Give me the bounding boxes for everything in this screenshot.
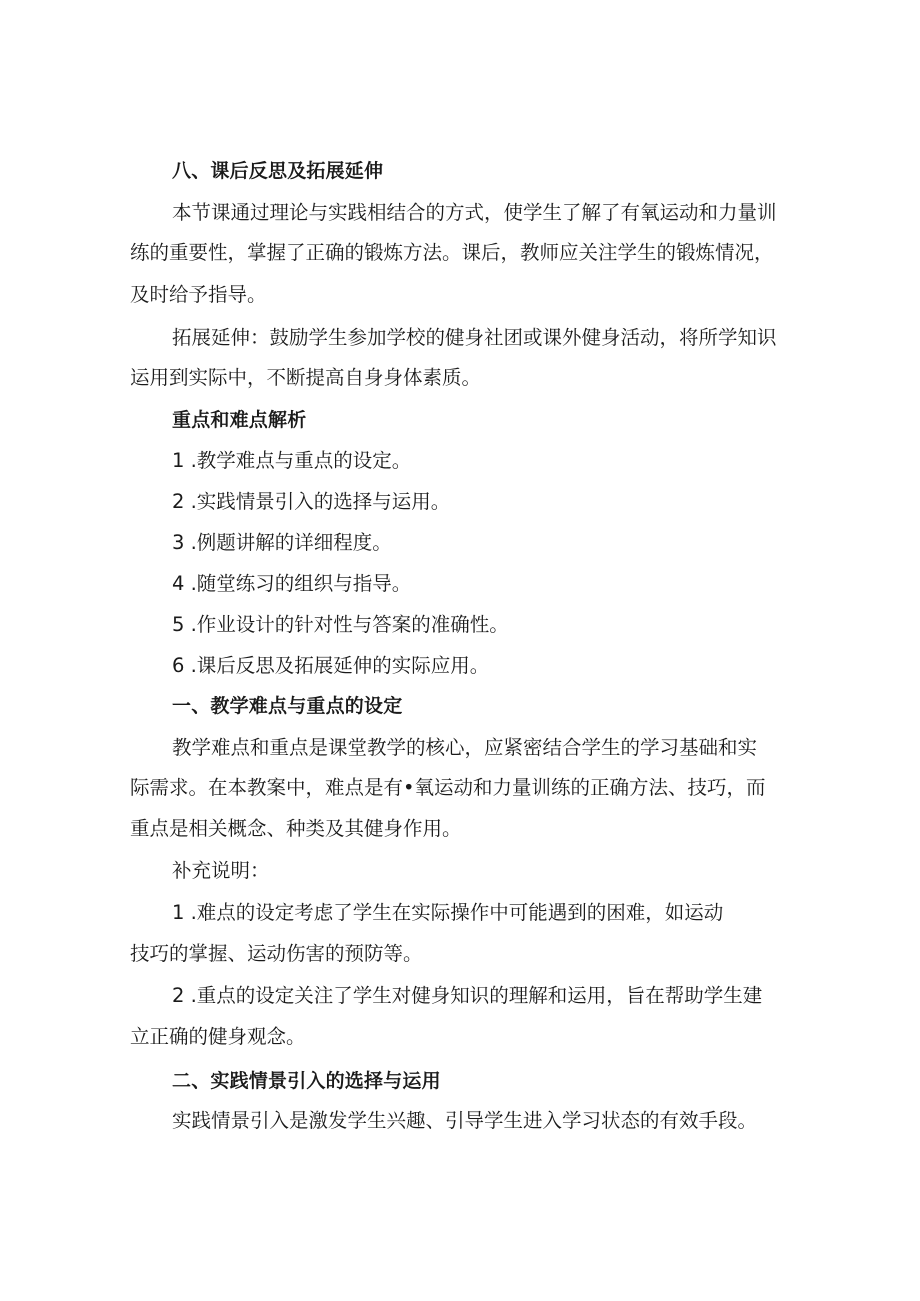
section-heading: 八、课后反思及拓展延伸 — [172, 160, 384, 182]
list-item: 5 .作业设计的针对性与答案的准确性。 — [172, 613, 509, 636]
section-heading: 一、教学难点与重点的设定 — [172, 695, 403, 717]
supplement-label: 补充说明： — [172, 859, 270, 882]
section-heading: 二、实践情景引入的选择与运用 — [172, 1070, 441, 1092]
paragraph-line: 际需求。在本教案中，难点是有•氧运动和力量训练的正确方法、技巧，而 — [130, 776, 766, 799]
list-item: 1 .教学难点与重点的设定。 — [172, 449, 412, 472]
list-item: 3 .例题讲解的详细程度。 — [172, 531, 392, 554]
list-item: 4 .随堂练习的组织与指导。 — [172, 572, 412, 595]
note-line: 2 .重点的设定关注了学生对健身知识的理解和运用，旨在帮助学生建 — [172, 984, 763, 1007]
paragraph-line: 重点是相关概念、种类及其健身作用。 — [130, 817, 462, 840]
note-line: 1 .难点的设定考虑了学生在实际操作中可能遇到的困难，如运动 — [172, 901, 724, 924]
paragraph-line: 教学难点和重点是课堂教学的核心，应紧密结合学生的学习基础和实 — [172, 736, 758, 759]
paragraph-line: 拓展延伸：鼓励学生参加学校的健身社团或课外健身活动，将所学知识 — [172, 326, 777, 349]
paragraph-line: 练的重要性，掌握了正确的锻炼方法。课后，教师应关注学生的锻炼情况， — [130, 241, 774, 264]
list-item: 6 .课后反思及拓展延伸的实际应用。 — [172, 654, 490, 677]
section-heading: 重点和难点解析 — [172, 409, 307, 431]
list-item: 2 .实践情景引入的选择与运用。 — [172, 490, 451, 513]
paragraph-line: 本节课通过理论与实践相结合的方式，使学生了解了有氧运动和力量训 — [172, 201, 777, 224]
note-line: 立正确的健身观念。 — [130, 1025, 306, 1048]
paragraph-line: 实践情景引入是激发学生兴趣、引导学生进入学习状态的有效手段。 — [172, 1109, 758, 1132]
paragraph-line: 及时给予指导。 — [130, 283, 267, 306]
paragraph-line: 运用到实际中，不断提高自身身体素质。 — [130, 366, 482, 389]
note-line: 技巧的掌握、运动伤害的预防等。 — [130, 942, 423, 965]
